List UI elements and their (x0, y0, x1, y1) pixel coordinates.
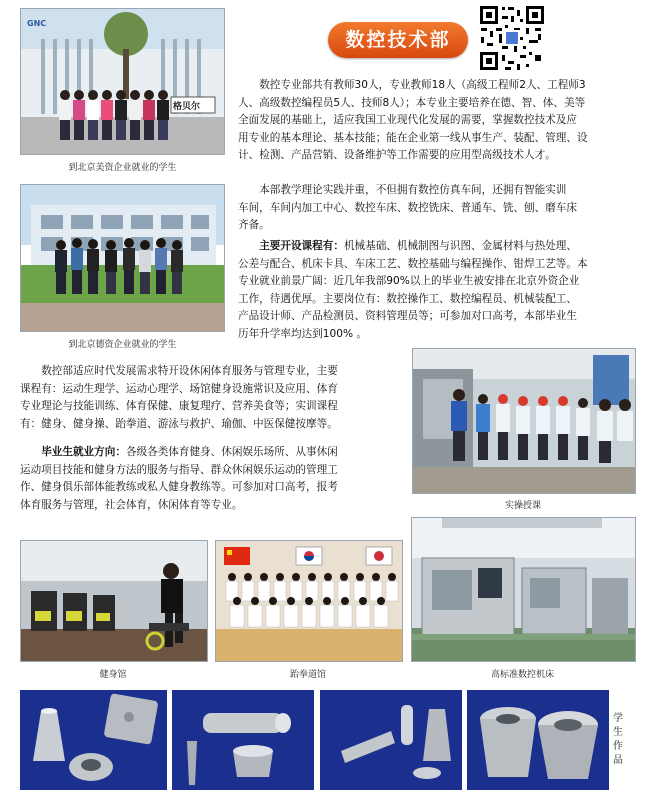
courses-line-6: 历年升学率均达到100% 。 (238, 327, 367, 340)
courses-heading: 主要开设课程有： (259, 240, 344, 252)
photo-practical-class (412, 348, 636, 494)
intro-line-2: 人、高级数控编程员5人、技师8人）；本专业主要培养在德、智、体、美等 (238, 96, 586, 109)
sports-line-4: 有：健身、健身操、跆拳道、游泳与救护、瑜伽、中医保健按摩等。 (20, 417, 338, 430)
caption-cnc-machines: 高标准数控机床 (490, 670, 554, 680)
sports-line-3: 专业理论与技能训练、体育保健、康复理疗、营养美食等；实训课程 (20, 400, 338, 413)
photo-taekwondo-hall (215, 540, 403, 662)
career-line-4: 体育服务与管理，社会体育，休闲体育等专业。 (20, 498, 243, 511)
courses-line-3: 专业就业前景广阔：近几年我部90%以上的毕业生被安排在北京外资企业 (238, 275, 580, 288)
intro-paragraph (238, 77, 630, 165)
courses-line-1: 机械基础、机械制图与识图、金属材料与热处理、 (343, 240, 577, 252)
courses-line-5: 产品设计师、产品检测员、资料管理员等；可参加对口高考，本部毕业生 (238, 310, 577, 323)
photo-german-company-students (20, 184, 225, 332)
practice-line-2: 车间，车间内加工中心、数控车床、数控铣床、普通车、铣、刨、磨车床 (238, 201, 577, 214)
student-work-2 (172, 690, 314, 790)
sports-paragraph (20, 363, 405, 433)
career-line-2: 运动项目技能和健身方法的服务与指导、群众休闲娱乐运动的管理工 (20, 463, 338, 476)
practice-line-1: 本部教学理论实践并重，不但拥有数控仿真车间，还拥有智能实训 (259, 184, 567, 196)
courses-line-2: 公差与配合、机床卡具、车床工艺、数控基础与编程操作、钳焊工艺等。本 (238, 257, 588, 270)
career-line-1: 各级各类体育健身、休闲娱乐场所、从事休闲 (125, 446, 338, 458)
career-line-3: 作、健身俱乐部体能教练或私人健身教练等。可参加对口高考，报考 (20, 481, 338, 494)
intro-line-5: 计、检测、产品营销、设备维护等工作需要的应用型高级技术人才。 (238, 149, 556, 162)
photo-gym (20, 540, 208, 662)
caption-taekwondo-hall: 跆拳道馆 (289, 670, 326, 680)
intro-line-3: 全面发展的基础上，适应我国工业现代化发展的需要，掌握数控技术及应 (238, 114, 577, 127)
student-work-3 (320, 690, 462, 790)
courses-line-4: 工作，待遇优厚。主要岗位有：数控操作工、数控编程员、机械装配工、 (238, 292, 577, 305)
photo-company-sign-text: 格贝尔 (173, 102, 201, 112)
student-work-4 (467, 690, 609, 790)
photo-cnc-machines (411, 517, 636, 662)
practice-line-3: 齐备。 (238, 219, 270, 232)
qr-code-icon (478, 4, 546, 72)
sports-line-1: 数控部适应时代发展需求特开设休闲体育服务与管理专业，主要 (41, 365, 338, 377)
caption-gym: 健身馆 (99, 670, 127, 680)
photo-us-company-students (20, 8, 225, 155)
student-work-1 (20, 690, 167, 790)
caption-us-company-students: 到北京美资企业就业的学生 (68, 163, 177, 173)
department-title-badge: 数控技术部 (328, 22, 468, 58)
practice-paragraph (238, 182, 630, 235)
intro-line-4: 用专业的基本理论、基本技能；能在企业第一线从事生产、装配、管理、设 (238, 131, 588, 144)
photo-logo-text: GNC (27, 19, 47, 28)
caption-practical-class: 实操授课 (504, 501, 541, 511)
career-paragraph (20, 444, 405, 514)
intro-line-1: 数控专业部共有教师30人，专业教师18人（高级工程师2人、工程师3 (259, 79, 586, 91)
sports-line-2: 课程有：运动生理学、运动心理学、场馆健身设施常识及应用、体育 (20, 382, 338, 395)
career-heading: 毕业生就业方向： (41, 446, 126, 458)
student-works-label: 学生作品 (613, 713, 623, 766)
courses-paragraph (238, 238, 630, 344)
caption-german-company-students: 到北京德资企业就业的学生 (68, 340, 177, 350)
